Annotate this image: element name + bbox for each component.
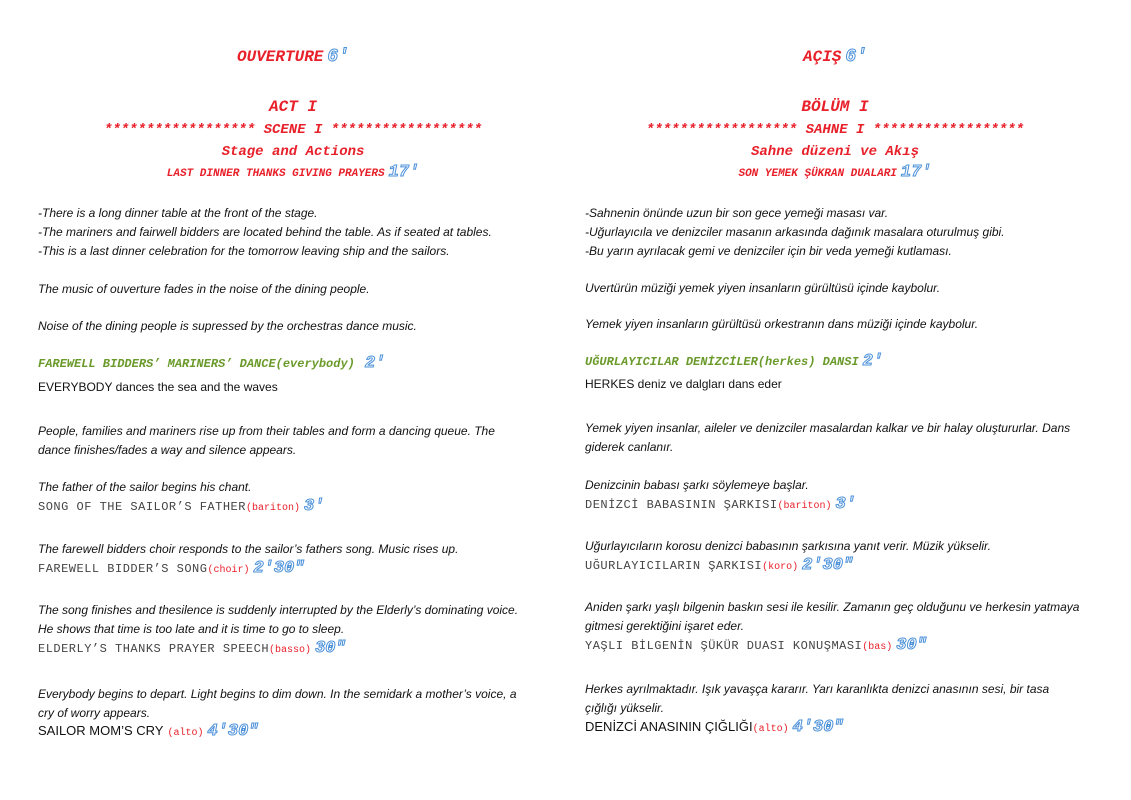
paragraph-music: The music of ouverture fades in the noise of the dining people. bbox=[38, 282, 370, 296]
song-father-title-tr: DENİZCİ BABASININ ŞARKISI bbox=[585, 498, 778, 512]
paragraph-people: People, families and mariners rise up from their tables and form a dancing queue. The dance finishes/fades a way and silence appears. bbox=[38, 424, 495, 457]
song-elderly bbox=[38, 639, 346, 658]
paragraph-noise: Noise of the dining people is supressed by the orchestras dance music. bbox=[38, 319, 417, 333]
everybody-line-tr: HERKES deniz ve dalgları dans eder bbox=[585, 377, 782, 391]
intro-line-1-tr: -Sahnenin önünde uzun bir son gece yemeği masası var. bbox=[585, 206, 889, 220]
song-choir-tr bbox=[585, 556, 853, 575]
dinner-title: LAST DINNER THANKS GIVING PRAYERS bbox=[166, 168, 385, 180]
dinner-heading-tr bbox=[585, 163, 1085, 182]
scene-title-tr: ****************** SAHNE I ****************** bbox=[645, 122, 1025, 138]
song-father-voice: (bariton) bbox=[245, 503, 300, 514]
dinner-title-tr: SON YEMEK ŞÜKRAN DUALARI bbox=[738, 168, 897, 180]
song-elderly-tr bbox=[585, 636, 927, 655]
overture-time: 6′ bbox=[327, 47, 350, 67]
dinner-heading bbox=[38, 163, 548, 182]
paragraph-choir: The farewell bidders choir responds to the sailor’s fathers song. Music rises up. bbox=[38, 542, 459, 556]
song-father-time: 3′ bbox=[303, 497, 325, 516]
song-father bbox=[38, 497, 324, 516]
song-elderly-voice-tr: (bas) bbox=[862, 642, 893, 653]
song-elderly-time-tr: 30″ bbox=[896, 636, 927, 655]
song-elderly-title: ELDERLY’S THANKS PRAYER SPEECH bbox=[38, 642, 270, 656]
paragraph-people-tr: Yemek yiyen insanlar, aileler ve denizciler masalardan kalkar ve bir halay oluştururlar. Dans giderek canlanır. bbox=[585, 421, 1071, 454]
paragraph-noise-tr: Yemek yiyen insanların gürültüsü orkestranın dans müziği içinde kaybolur. bbox=[585, 317, 979, 331]
paragraph-depart: Everybody begins to depart. Light begins to dim down. In the semidark a mother’s voice, a cry of worry appears. bbox=[38, 687, 517, 720]
dance-time: 2′ bbox=[364, 354, 386, 373]
song-mom bbox=[38, 722, 258, 741]
dance-heading-tr bbox=[585, 352, 883, 371]
everybody-line: EVERYBODY dances the sea and the waves bbox=[38, 380, 278, 394]
song-choir-voice: (choir) bbox=[207, 565, 250, 576]
paragraph-depart-tr: Herkes ayrılmaktadır. Işık yavaşça kararır. Yarı karanlıkta denizci anasının sesi, bir tasa çığlığı yükselir. bbox=[585, 682, 1050, 715]
dance-time-tr: 2′ bbox=[862, 352, 884, 371]
song-mom-time-tr: 4′30″ bbox=[792, 718, 844, 737]
dance-heading bbox=[38, 354, 385, 373]
song-elderly-voice: (basso) bbox=[269, 645, 312, 656]
dance-title-tr: UĞURLAYICILAR DENİZCİLER(herkes) DANSI bbox=[585, 355, 859, 369]
song-mom-title-tr: DENİZCİ ANASININ ÇIĞLIĞI bbox=[585, 719, 753, 734]
overture-heading-tr bbox=[585, 47, 1085, 67]
paragraph-music-tr: Uvertürün müziği yemek yiyen insanların gürültüsü içinde kaybolur. bbox=[585, 281, 941, 295]
intro-line-2: -The mariners and fairwell bidders are located behind the table. As if seated at tables. bbox=[38, 225, 492, 239]
song-father-title: SONG OF THE SAILOR’S FATHER bbox=[38, 500, 246, 514]
song-father-time-tr: 3′ bbox=[835, 495, 856, 514]
song-mom-tr bbox=[585, 718, 844, 737]
paragraph-elderly-tr: Aniden şarkı yaşlı bilgenin baskın sesi ile kesilir. Zamanın geç olduğunu ve herkesin yatmaya gitmesi gerektiğini işaret eder. bbox=[585, 600, 1080, 633]
overture-title-tr: AÇIŞ bbox=[802, 48, 842, 66]
dinner-time: 17′ bbox=[388, 163, 420, 182]
intro-line-3-tr: -Bu yarın ayrılacak gemi ve denizciler için bir veda yemeği kutlaması. bbox=[585, 244, 952, 258]
paragraph-choir-tr: Uğurlayıcıların korosu denizci babasının şarkısına yanıt verir. Müzik yükselir. bbox=[585, 539, 991, 553]
dinner-time-tr: 17′ bbox=[900, 163, 932, 182]
overture-time-tr: 6′ bbox=[845, 47, 867, 67]
song-elderly-time: 30″ bbox=[315, 639, 346, 658]
song-choir-title-tr: UĞURLAYICILARIN ŞARKISI bbox=[585, 559, 763, 573]
song-choir bbox=[38, 559, 304, 578]
song-mom-title: SAILOR MOM’S CRY bbox=[38, 723, 164, 738]
paragraph-father-tr: Denizcinin babası şarkı söylemeye başlar. bbox=[585, 478, 809, 492]
overture-heading bbox=[38, 47, 548, 67]
song-choir-voice-tr: (koro) bbox=[762, 562, 799, 573]
song-choir-time-tr: 2′30″ bbox=[802, 556, 854, 575]
overture-title: OUVERTURE bbox=[236, 48, 324, 66]
song-father-tr bbox=[585, 495, 856, 514]
song-father-voice-tr: (bariton) bbox=[777, 501, 832, 512]
paragraph-father: The father of the sailor begins his chant. bbox=[38, 480, 252, 494]
stage-title-tr: Sahne düzeni ve Akış bbox=[750, 144, 920, 160]
song-choir-time: 2′30″ bbox=[253, 559, 305, 578]
intro-line-2-tr: -Uğurlayıcıla ve denizciler masanın arkasında dağınık masalara oturulmuş gibi. bbox=[585, 225, 1005, 239]
act-title: ACT I bbox=[268, 98, 317, 116]
stage-title: Stage and Actions bbox=[221, 144, 365, 160]
song-elderly-title-tr: YAŞLI BİLGENİN ŞÜKÜR DUASI KONUŞMASI bbox=[585, 639, 863, 653]
song-mom-voice-tr: (alto) bbox=[752, 724, 789, 735]
dance-title: FAREWELL BIDDERS’ MARINERS’ DANCE(everybody) bbox=[38, 357, 355, 371]
act-title-tr: BÖLÜM I bbox=[801, 98, 869, 116]
intro-line-3: -This is a last dinner celebration for the tomorrow leaving ship and the sailors. bbox=[38, 244, 450, 258]
song-choir-title: FAREWELL BIDDER’S SONG bbox=[38, 562, 208, 576]
song-mom-time: 4′30″ bbox=[207, 722, 259, 741]
song-mom-voice: (alto) bbox=[167, 728, 204, 739]
scene-title: ****************** SCENE I ****************** bbox=[103, 122, 483, 138]
paragraph-elderly: The song finishes and thesilence is suddenly interrupted by the Elderly’s dominating voice. He shows that time is too late and it is time to go to sleep. bbox=[38, 603, 519, 636]
intro-line-1: -There is a long dinner table at the front of the stage. bbox=[38, 206, 318, 220]
